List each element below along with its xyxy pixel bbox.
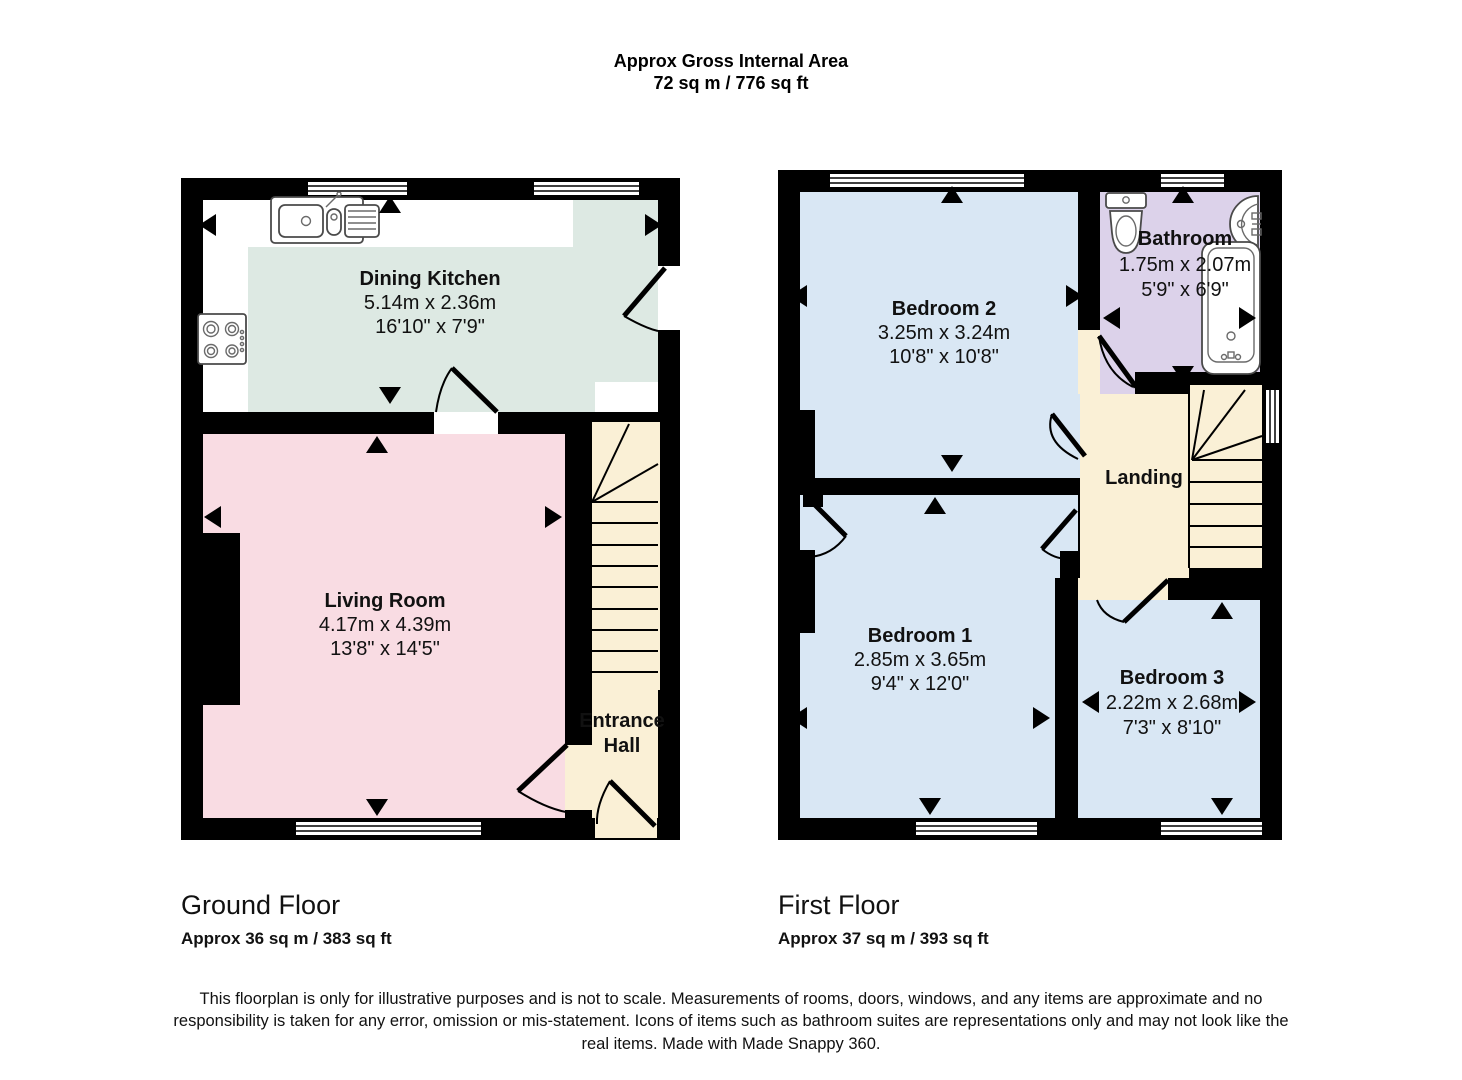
gf-stairs-floor xyxy=(592,422,660,690)
first-floor-title: First Floor xyxy=(778,890,900,920)
bedroom-3-window xyxy=(1160,821,1263,836)
living-room-imperial: 13'8" x 14'5" xyxy=(330,638,440,660)
ff-divider-wall xyxy=(778,478,1078,495)
bedroom-1-label: Bedroom 1 xyxy=(867,625,973,647)
bedroom-3-metric: 2.22m x 2.68m xyxy=(1105,692,1239,714)
ground-floor-area: Approx 36 sq m / 383 sq ft xyxy=(181,929,392,948)
kitchen-hob-icon xyxy=(198,314,246,364)
entrance-hall-label-line2: Hall xyxy=(603,735,641,757)
bedroom-3-label: Bedroom 3 xyxy=(1119,667,1225,689)
bedroom-3-imperial: 7'3" x 8'10" xyxy=(1122,717,1222,739)
bedroom-3-doorway xyxy=(1078,578,1168,600)
bathroom-metric: 1.75m x 2.07m xyxy=(1118,254,1252,276)
landing-bathroom-approach xyxy=(1078,330,1100,394)
living-room-label: Living Room xyxy=(324,590,446,612)
dining-kitchen-label: Dining Kitchen xyxy=(359,268,501,290)
bedroom-2-label: Bedroom 2 xyxy=(891,298,997,320)
dining-kitchen-metric: 5.14m x 2.36m xyxy=(363,292,497,314)
ground-floor-title: Ground Floor xyxy=(181,890,341,920)
bedroom-1-window xyxy=(915,821,1038,836)
ground-floor-plan xyxy=(181,178,680,840)
first-floor-plan xyxy=(778,170,1282,840)
living-room-window xyxy=(295,821,482,836)
ff-chimney-stub-lower xyxy=(778,550,815,633)
landing-b1-wall-stub xyxy=(1060,551,1078,578)
header-area: 72 sq m / 776 sq ft xyxy=(653,73,809,93)
bathroom-label: Bathroom xyxy=(1137,228,1233,250)
bedroom-2-metric: 3.25m x 3.24m xyxy=(877,322,1011,344)
kitchen-window-2 xyxy=(533,181,640,196)
ff-stairs-bottom-wall xyxy=(1190,568,1262,590)
bedroom-2-window xyxy=(829,173,1025,188)
stairs-window xyxy=(1265,389,1280,444)
living-room-metric: 4.17m x 4.39m xyxy=(318,614,452,636)
kitchen-window-1 xyxy=(307,181,408,196)
bedroom-1-imperial: 9'4" x 12'0" xyxy=(870,673,970,695)
first-floor-area: Approx 37 sq m / 393 sq ft xyxy=(778,929,989,948)
kitchen-appliance-space xyxy=(595,382,658,412)
ff-chimney-stub-upper xyxy=(778,410,815,478)
dining-kitchen-imperial: 16'10" x 7'9" xyxy=(375,316,485,338)
gf-chimney-breast xyxy=(181,533,240,705)
bathroom-window xyxy=(1160,173,1225,188)
bathroom-left-wall xyxy=(1078,192,1100,330)
kitchen-sink-icon xyxy=(271,192,379,243)
bedroom-3-left-wall xyxy=(1055,578,1078,818)
landing-label: Landing xyxy=(1105,467,1183,489)
bedroom-1-metric: 2.85m x 3.65m xyxy=(853,649,987,671)
disclaimer-text: This floorplan is only for illustrative purposes and is not to scale. Measurements of rooms, doors, windows, and any items are approximate and no responsibility is taken for any error, omission or mis-statement. Icons of items such as bathroom suites are representations only and may not look like the real items. Made with Made Snappy 360. xyxy=(173,990,1289,1053)
header-title: Approx Gross Internal Area xyxy=(613,51,849,71)
bathroom-imperial: 5'9" x 6'9" xyxy=(1141,279,1229,301)
bedroom-2-imperial: 10'8" x 10'8" xyxy=(889,346,999,368)
gf-kitchen-doorway xyxy=(434,412,498,434)
entrance-hall-label-line1: Entrance xyxy=(579,710,665,732)
gf-hall-doorway xyxy=(565,745,592,810)
